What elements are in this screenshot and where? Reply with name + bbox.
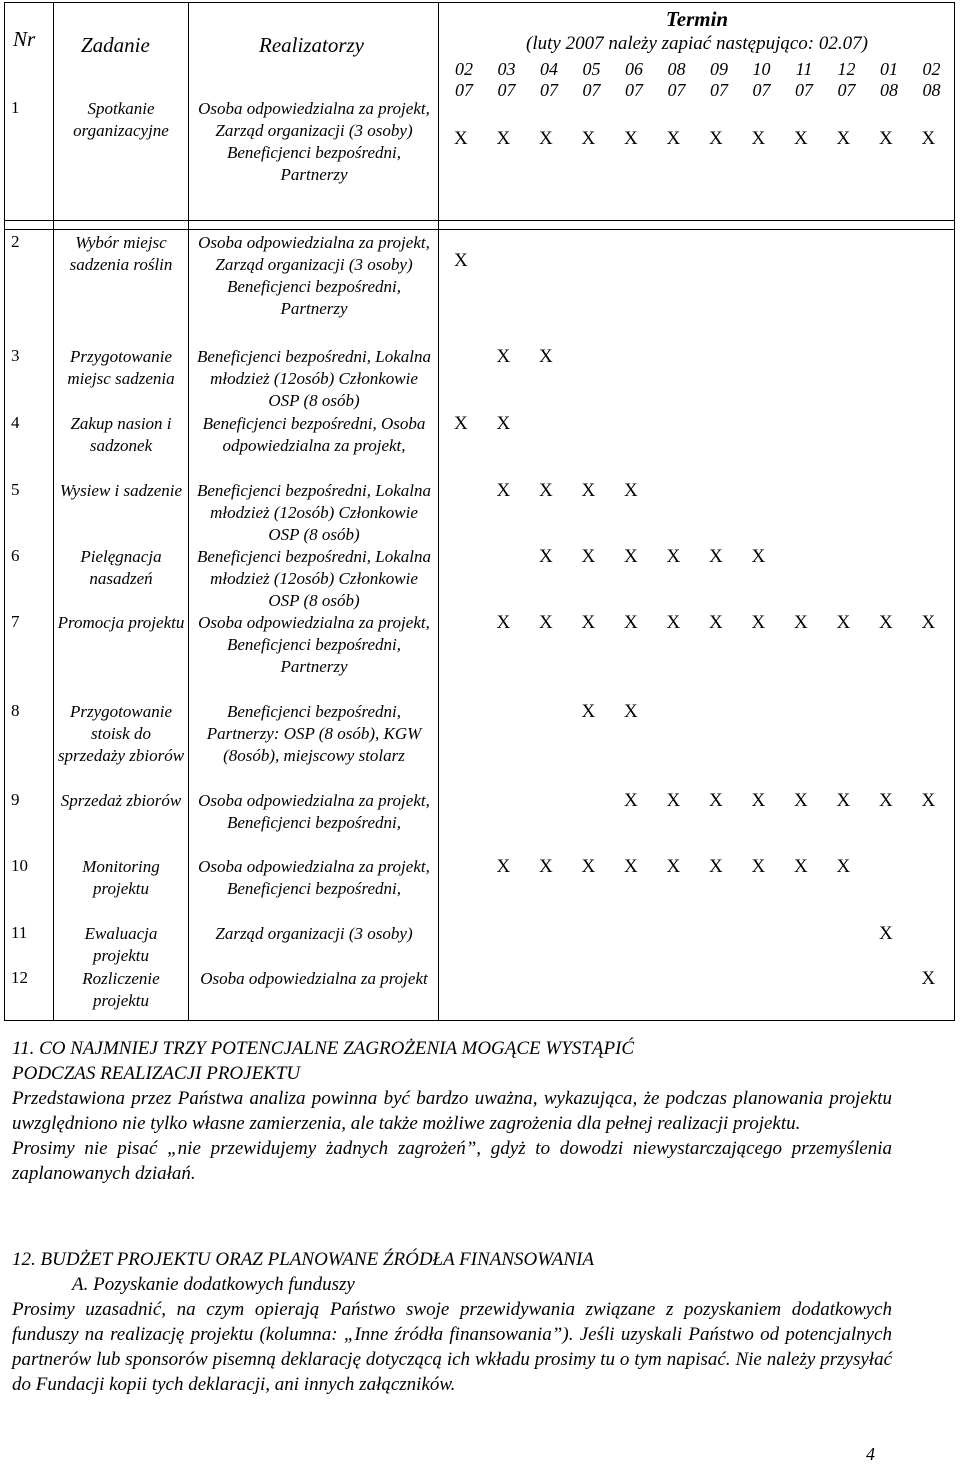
row-number: 5: [11, 480, 20, 499]
schedule-mark: X: [496, 128, 511, 149]
header-term-title: Termin: [665, 7, 729, 31]
schedule-mark: X: [879, 612, 893, 633]
schedule-mark: X: [581, 480, 596, 501]
row-number: 6: [11, 546, 20, 565]
month-year: 07: [455, 80, 473, 100]
schedule-mark: X: [624, 546, 638, 567]
schedule-mark: X: [879, 790, 893, 811]
schedule-mark: X: [666, 790, 681, 811]
month-year: 08: [922, 80, 941, 100]
month-header-11: [914, 59, 950, 101]
month-header-8: [786, 59, 822, 101]
schedule-mark: X: [624, 790, 638, 811]
month-year: 07: [625, 80, 643, 100]
row-executors: Osoba odpowiedzialna za projekt, Zarząd organizacji (3 osoby) Beneficjenci bezpośredni, Partnerzy: [198, 233, 430, 318]
row-number: 3: [11, 346, 20, 365]
schedule-mark: X: [539, 546, 553, 567]
section-12: [12, 1247, 892, 1397]
schedule-mark: X: [539, 128, 553, 149]
schedule-mark: X: [624, 612, 638, 633]
row-number: 10: [11, 856, 28, 875]
row-executors: Beneficjenci bezpośredni, Lokalna młodzież (12osób) Członkowie OSP (8 osób): [196, 347, 431, 410]
row-number: 11: [11, 923, 28, 942]
row-task: Spotkanie organizacyjne: [73, 99, 169, 140]
row-executors: Beneficjenci bezpośredni, Lokalna młodzież (12osób) Członkowie OSP (8 osób): [196, 481, 431, 544]
schedule-mark: X: [709, 612, 723, 633]
schedule-mark: X: [879, 923, 893, 944]
schedule-mark: X: [454, 413, 468, 434]
schedule-mark: X: [539, 346, 553, 367]
month-year: 07: [752, 80, 771, 100]
month-header-6: [701, 59, 737, 101]
section-11-paragraph-2: Prosimy nie pisać „nie przewidujemy żadnych zagrożeń”, gdyż to dowodzi niewystarczającego przemyślenia zaplanowanych działań.: [12, 1138, 892, 1184]
row-task: Wybór miejsc sadzenia roślin: [69, 233, 173, 274]
schedule-mark: X: [751, 612, 766, 633]
month-year: 08: [880, 80, 898, 100]
month-number: 03: [497, 59, 516, 79]
row-task: Rozliczenie projektu: [82, 969, 160, 1010]
section-12-paragraph: Prosimy uzasadnić, na czym opierają Państwo swoje przewidywania związane z pozyskaniem dodatkowych funduszy na realizację projektu (kolumna: „Inne źródła finansowania”). Jeśli uzyskali Państwo od potencjalnych partnerów lub sponsorów pisemną deklarację dotyczącą ich wkładu prosimy tu o tym napisać. Nie należy przysyłać do Fundacji kopii tych deklaracji, ani innych załączników.: [12, 1299, 892, 1395]
month-number: 05: [582, 59, 601, 79]
header-task: Zadanie: [81, 33, 150, 57]
month-number: 06: [625, 59, 643, 79]
row-executors: Osoba odpowiedzialna za projekt: [200, 969, 428, 988]
schedule-mark: X: [709, 790, 723, 811]
schedule-mark: X: [751, 856, 766, 877]
schedule-mark: X: [496, 346, 511, 367]
month-year: 07: [497, 80, 516, 100]
row-task: Przygotowanie miejsc sadzenia: [67, 347, 175, 388]
schedule-mark: X: [794, 790, 808, 811]
section-11-heading-2: PODCZAS REALIZACJI PROJEKTU: [12, 1063, 301, 1084]
row-task: Ewaluacja projektu: [84, 924, 158, 965]
row-executors: Osoba odpowiedzialna za projekt, Beneficjenci bezpośredni,: [198, 791, 430, 832]
schedule-mark: X: [539, 612, 553, 633]
schedule-mark: X: [836, 856, 851, 877]
month-header-0: [446, 59, 482, 101]
schedule-mark: X: [709, 546, 723, 567]
schedule-mark: X: [666, 612, 681, 633]
schedule-mark: X: [496, 480, 511, 501]
section-12-heading: 12. BUDŻET PROJEKTU ORAZ PLANOWANE ŹRÓDŁA FINANSOWANIA: [12, 1249, 594, 1270]
row-task: Promocja projektu: [57, 613, 185, 632]
month-number: 11: [795, 59, 813, 79]
row-task: Pielęgnacja nasadzeń: [80, 547, 162, 588]
month-header-4: [616, 59, 652, 101]
month-year: 07: [795, 80, 813, 100]
row-number: 9: [11, 790, 20, 809]
schedule-mark: X: [539, 856, 553, 877]
row-executors: Osoba odpowiedzialna za projekt, Beneficjenci bezpośredni,: [198, 857, 430, 898]
header-nr: Nr: [13, 27, 36, 51]
schedule-mark: X: [581, 128, 596, 149]
section-11-heading-1: 11. CO NAJMNIEJ TRZY POTENCJALNE ZAGROŻENIA MOGĄCE WYSTĄPIĆ: [12, 1038, 635, 1059]
row-number: 2: [11, 232, 20, 251]
schedule-mark: X: [624, 480, 638, 501]
row-executors: Osoba odpowiedzialna za projekt, Beneficjenci bezpośredni, Partnerzy: [198, 613, 430, 676]
header-term-subtitle: (luty 2007 należy zapiać następująco: 02.07): [526, 33, 868, 54]
schedule-mark: X: [879, 128, 893, 149]
row-number: 12: [11, 968, 28, 987]
schedule-mark: X: [921, 790, 936, 811]
schedule-mark: X: [921, 612, 936, 633]
month-number: 02: [455, 59, 473, 79]
schedule-mark: X: [624, 128, 638, 149]
month-header-5: [659, 59, 695, 101]
schedule-mark: X: [454, 128, 468, 149]
row-executors: Osoba odpowiedzialna za projekt, Zarząd organizacji (3 osoby) Beneficjenci bezpośredni, Partnerzy: [198, 99, 430, 184]
month-year: 07: [582, 80, 601, 100]
month-number: 09: [710, 59, 728, 79]
month-year: 07: [837, 80, 856, 100]
month-header-3: [574, 59, 610, 101]
header-executors: Realizatorzy: [259, 33, 364, 57]
schedule-mark: X: [794, 128, 808, 149]
schedule-mark: X: [581, 546, 596, 567]
month-header-10: [871, 59, 907, 101]
schedule-mark: X: [836, 790, 851, 811]
schedule-mark: X: [836, 612, 851, 633]
schedule-mark: X: [624, 701, 638, 722]
schedule-mark: X: [666, 856, 681, 877]
schedule-mark: X: [496, 413, 511, 434]
schedule-mark: X: [496, 612, 511, 633]
row-task: Przygotowanie stoisk do sprzedaży zbiorów: [57, 702, 185, 765]
row-task: Monitoring projektu: [82, 857, 160, 898]
section-11: [12, 1036, 892, 1186]
schedule-mark: X: [666, 128, 681, 149]
month-number: 10: [752, 59, 771, 79]
schedule-mark: X: [751, 790, 766, 811]
schedule-mark: X: [921, 128, 936, 149]
month-year: 07: [710, 80, 728, 100]
schedule-mark: X: [836, 128, 851, 149]
row-number: 7: [11, 612, 20, 631]
schedule-mark: X: [454, 250, 468, 271]
row-task: Zakup nasion i sadzonek: [70, 414, 172, 455]
schedule-mark: X: [581, 612, 596, 633]
row-executors: Beneficjenci bezpośredni, Lokalna młodzież (12osób) Członkowie OSP (8 osób): [196, 547, 431, 610]
schedule-mark: X: [666, 546, 681, 567]
row-task: Wysiew i sadzenie: [59, 481, 183, 500]
month-header-2: [531, 59, 567, 101]
row-task: Sprzedaż zbiorów: [60, 791, 182, 810]
schedule-mark: X: [496, 856, 511, 877]
row-number: 1: [11, 98, 20, 117]
schedule-mark: X: [751, 128, 766, 149]
row-number: 8: [11, 701, 20, 720]
month-number: 12: [837, 59, 856, 79]
row-executors: Beneficjenci bezpośredni, Partnerzy: OSP (8 osób), KGW (8osób), miejscowy stolarz: [206, 702, 422, 765]
schedule-mark: X: [581, 856, 596, 877]
row-executors: Beneficjenci bezpośredni, Osoba odpowiedzialna za projekt,: [202, 414, 426, 455]
month-header-7: [744, 59, 780, 101]
month-year: 07: [667, 80, 686, 100]
month-number: 02: [922, 59, 941, 79]
schedule-mark: X: [624, 856, 638, 877]
schedule-mark: X: [751, 546, 766, 567]
section-12-subheading: A. Pozyskanie dodatkowych funduszy: [72, 1274, 355, 1295]
schedule-table: [4, 2, 955, 1021]
section-11-paragraph-1: Przedstawiona przez Państwa analiza powinna być bardzo uważna, wykazująca, że podczas planowania projektu uwzględniono nie tylko własne zamierzenia, ale także możliwe zagrożenia dla pełnej realizacji projektu.: [12, 1088, 892, 1134]
row-number: 4: [11, 413, 20, 432]
schedule-mark: X: [921, 968, 936, 989]
month-number: 08: [667, 59, 686, 79]
month-year: 07: [540, 80, 558, 100]
schedule-mark: X: [794, 612, 808, 633]
month-header-1: [489, 59, 525, 101]
schedule-mark: X: [539, 480, 553, 501]
schedule-mark: X: [581, 701, 596, 722]
month-number: 04: [540, 59, 558, 79]
schedule-mark: X: [709, 856, 723, 877]
schedule-mark: X: [794, 856, 808, 877]
row-executors: Zarząd organizacji (3 osoby): [215, 924, 413, 943]
schedule-mark: X: [709, 128, 723, 149]
page-number: 4: [866, 1444, 875, 1464]
month-header-9: [829, 59, 865, 101]
month-number: 01: [880, 59, 898, 79]
